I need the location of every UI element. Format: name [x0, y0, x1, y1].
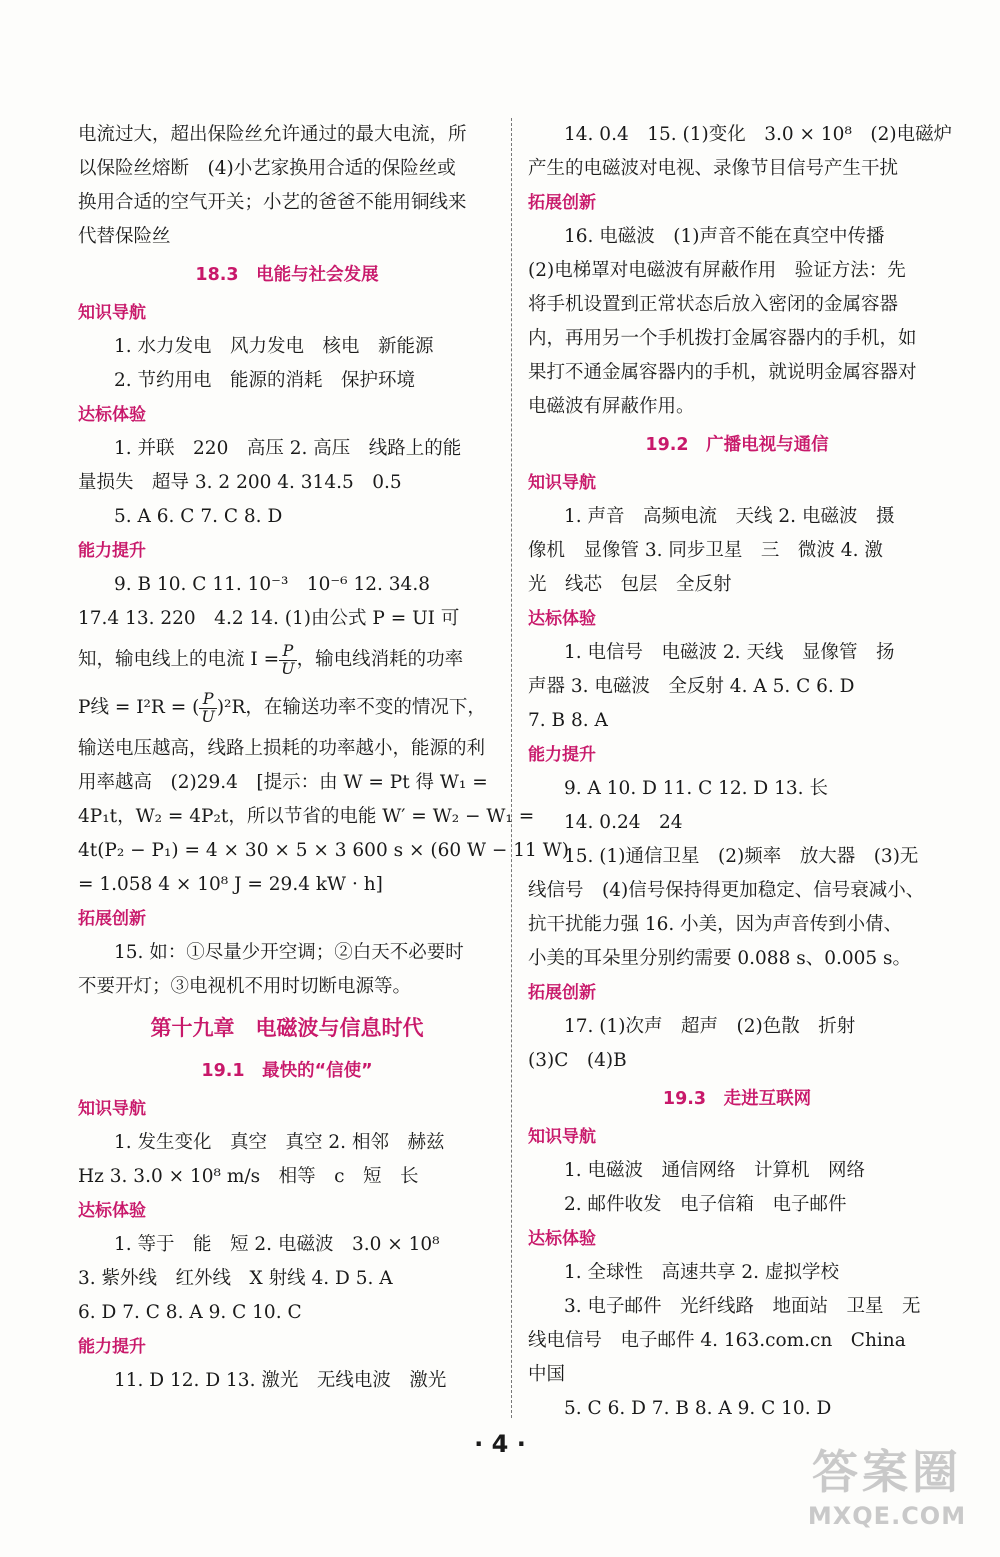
answer-line: 9. A 10. D 11. C 12. D 13. 长	[564, 778, 828, 799]
answer-line: 用率越高 (2)29.4 [提示：由 W = Pt 得 W₁ =	[78, 772, 488, 793]
answer-line: 1. 电信号 电磁波 2. 天线 显像管 扬	[564, 642, 895, 663]
section-title-19-1: 19.1 最快的“信使”	[201, 1061, 373, 1081]
subsection-heading: 能力提升	[528, 745, 596, 765]
right-column	[528, 118, 953, 1426]
answer-line: 1. 等于 能 短 2. 电磁波 3.0 × 10⁸	[114, 1234, 440, 1255]
text-line: 换用合适的空气开关；小艺的爸爸不能用铜线来	[78, 192, 467, 213]
answer-line: 17. (1)次声 超声 (2)色散 折射	[564, 1016, 856, 1037]
answer-line: 线电信号 电子邮件 4. 163.com.cn China	[528, 1330, 906, 1351]
watermark-url: MXQE.COM	[807, 1502, 967, 1530]
answer-line: 14. 0.24 24	[564, 812, 683, 833]
subsection-heading: 拓展创新	[78, 909, 146, 929]
answer-line: 2. 节约用电 能源的消耗 保护环境	[114, 370, 416, 391]
answer-line: 4P₁t，W₂ = 4P₂t，所以节省的电能 W′ = W₂ − W₁ =	[78, 806, 535, 827]
answer-line: 抗干扰能力强 16. 小美，因为声音传到小倩、	[528, 914, 903, 935]
answer-line: 电磁波有屏蔽作用。	[528, 396, 695, 417]
answer-line: 线信号 (4)信号保持得更加稳定、信号衰减小、	[528, 880, 925, 901]
answer-line: 15. 如：①尽量少开空调；②白天不必要时	[114, 942, 464, 963]
answer-line: 1. 发生变化 真空 真空 2. 相邻 赫兹	[114, 1132, 445, 1153]
formula-line: P线 = I²R = ( $\frac{P}{U}$ )²R，在输送功率不变的情况下，	[78, 688, 486, 726]
answer-line: 将手机设置到正常状态后放入密闭的金属容器	[528, 294, 899, 315]
text-line: 代替保险丝	[78, 226, 171, 247]
subsection-heading: 达标体验	[528, 609, 596, 629]
answer-line: Hz 3. 3.0 × 10⁸ m/s 相等 c 短 长	[78, 1166, 419, 1187]
watermark-logo	[792, 1443, 982, 1543]
answer-line: 14. 0.4 15. (1)变化 3.0 × 10⁸ (2)电磁炉	[564, 124, 953, 145]
subsection-heading: 能力提升	[78, 541, 146, 561]
answer-line: (2)电梯罩对电磁波有屏蔽作用 验证方法：先	[528, 260, 906, 281]
section-title-19-3: 19.3 走进互联网	[662, 1089, 812, 1109]
section-title-18-3: 18.3 电能与社会发展	[195, 265, 379, 285]
answer-line: 1. 声音 高频电流 天线 2. 电磁波 摄	[564, 506, 895, 527]
answer-line: 输送电压越高，线路上损耗的功率越小，能源的利	[78, 738, 486, 759]
section-title-19-2: 19.2 广播电视与通信	[645, 435, 829, 455]
answer-line: 1. 并联 220 高压 2. 高压 线路上的能	[114, 438, 462, 459]
text-line: 电流过大，超出保险丝允许通过的最大电流，所	[78, 124, 467, 145]
answer-line: 像机 显像管 3. 同步卫星 三 微波 4. 激	[528, 540, 883, 561]
watermark-text: 答案圈	[812, 1445, 962, 1499]
answer-line: 果打不通金属容器内的手机，就说明金属容器对	[528, 362, 917, 383]
answer-line: 5. C 6. D 7. B 8. A 9. C 10. D	[564, 1398, 832, 1419]
answer-line: 1. 电磁波 通信网络 计算机 网络	[564, 1160, 866, 1181]
subsection-heading: 能力提升	[78, 1337, 146, 1357]
answer-line: 3. 紫外线 红外线 X 射线 4. D 5. A	[78, 1268, 393, 1289]
answer-line: 6. D 7. C 8. A 9. C 10. C	[78, 1302, 302, 1323]
answer-line: 小美的耳朵里分别约需要 0.088 s、0.005 s。	[528, 948, 912, 969]
answer-line: 9. B 10. C 11. 10⁻³ 10⁻⁶ 12. 34.8	[114, 574, 430, 595]
answer-line: 2. 邮件收发 电子信箱 电子邮件	[564, 1194, 847, 1215]
answer-line: 4t(P₂ − P₁) = 4 × 30 × 5 × 3 600 s × (60 W − 11 W)	[78, 840, 569, 861]
answer-line: 5. A 6. C 7. C 8. D	[114, 506, 283, 527]
subsection-heading: 达标体验	[528, 1229, 596, 1249]
answer-line: 16. 电磁波 (1)声音不能在真空中传播	[564, 226, 885, 247]
answer-line: 1. 全球性 高速共享 2. 虚拟学校	[564, 1262, 839, 1283]
column-divider	[511, 118, 512, 1418]
subsection-heading: 知识导航	[528, 473, 596, 493]
formula-line: 知，输电线上的电流 I = $\frac{P}{U}$ ，输电线消耗的功率	[78, 640, 464, 678]
fraction: $\frac{P}{U}$	[281, 640, 295, 678]
answer-line: 7. B 8. A	[528, 710, 608, 731]
answer-line: 量损失 超导 3. 2 200 4. 314.5 0.5	[78, 472, 402, 493]
answer-line: 光 线芯 包层 全反射	[528, 574, 732, 595]
answer-line: 产生的电磁波对电视、录像节目信号产生干扰	[528, 158, 899, 179]
answer-line: = 1.058 4 × 10⁸ J = 29.4 kW · h]	[78, 874, 383, 895]
answer-line: 3. 电子邮件 光纤线路 地面站 卫星 无	[564, 1296, 921, 1317]
subsection-heading: 知识导航	[528, 1127, 596, 1147]
chapter-title-19: 第十九章 电磁波与信息时代	[150, 1016, 424, 1040]
answer-line: 声器 3. 电磁波 全反射 4. A 5. C 6. D	[528, 676, 855, 697]
answer-line: 1. 水力发电 风力发电 核电 新能源	[114, 336, 434, 357]
page-number: · 4 ·	[474, 1430, 526, 1458]
answer-line: (3)C (4)B	[528, 1050, 627, 1071]
answer-line: 中国	[528, 1364, 566, 1385]
subsection-heading: 拓展创新	[528, 983, 596, 1003]
answer-line: 不要开灯；③电视机不用时切断电源等。	[78, 976, 412, 997]
answer-line: 11. D 12. D 13. 激光 无线电波 激光	[114, 1370, 447, 1391]
answer-line: 15. (1)通信卫星 (2)频率 放大器 (3)无	[564, 846, 919, 867]
subsection-heading: 达标体验	[78, 405, 146, 425]
subsection-heading: 拓展创新	[528, 193, 596, 213]
answer-line: 17.4 13. 220 4.2 14. (1)由公式 P = UI 可	[78, 608, 460, 629]
fraction: $\frac{P}{U}$	[201, 688, 215, 726]
subsection-heading: 知识导航	[78, 1099, 146, 1119]
subsection-heading: 知识导航	[78, 303, 146, 323]
answer-line: 内，再用另一个手机拨打金属容器内的手机，如	[528, 328, 917, 349]
text-line: 以保险丝熔断 (4)小艺家换用合适的保险丝或	[78, 158, 456, 179]
subsection-heading: 达标体验	[78, 1201, 146, 1221]
